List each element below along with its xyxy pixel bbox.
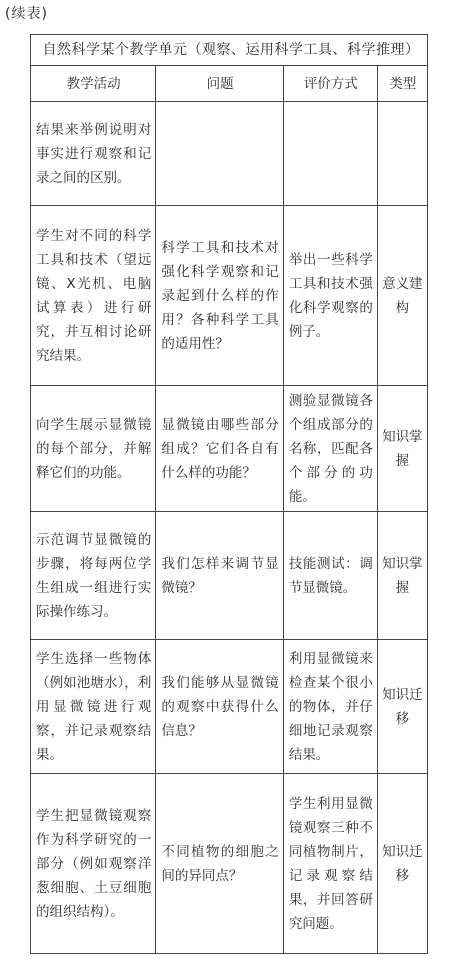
type-cell: 意义建构 xyxy=(377,206,427,386)
activity-cell: 学生对不同的科学工具和技术（望远镜、X光机、电脑试算表）进行研究，并互相讨论研究结果。 xyxy=(31,206,156,386)
question-cell: 科学工具和技术对强化科学观察和记录起到什么样的作用？各种科学工具的适用性？ xyxy=(156,206,283,386)
assessment-cell: 技能测试：调节显微镜。 xyxy=(283,512,377,640)
type-cell: 知识掌握 xyxy=(377,512,427,640)
table-row xyxy=(31,102,428,206)
header-question: 问题 xyxy=(156,66,283,102)
question-cell: 我们能够从显微镜的观察中获得什么信息？ xyxy=(156,640,283,774)
activity-cell: 向学生展示显微镜的每个部分，并解释它们的功能。 xyxy=(31,386,156,512)
assessment-cell: 测验显微镜各个组成部分的名称，匹配各个部分的功能。 xyxy=(283,386,377,512)
question-cell: 不同植物的细胞之间的异同点？ xyxy=(156,774,283,954)
table-row xyxy=(31,512,428,640)
question-cell: 显微镜由哪些部分组成？它们各自有什么样的功能？ xyxy=(156,386,283,512)
table-caption: 自然科学某个教学单元（观察、运用科学工具、科学推理） xyxy=(31,35,428,66)
table-row xyxy=(31,774,428,954)
type-cell xyxy=(377,102,427,206)
caption-row xyxy=(31,35,428,66)
type-cell: 知识掌握 xyxy=(377,386,427,512)
header-activity: 教学活动 xyxy=(31,66,156,102)
table-row xyxy=(31,386,428,512)
type-cell: 知识迁移 xyxy=(377,774,427,954)
question-cell xyxy=(156,102,283,206)
type-cell: 知识迁移 xyxy=(377,640,427,774)
teaching-unit-table xyxy=(30,34,428,954)
header-assessment: 评价方式 xyxy=(283,66,377,102)
table-row xyxy=(31,206,428,386)
activity-cell: 示范调节显微镜的步骤，将每两位学生组成一组进行实际操作练习。 xyxy=(31,512,156,640)
assessment-cell xyxy=(283,102,377,206)
activity-cell: 学生把显微镜观察作为科学研究的一部分（例如观察洋葱细胞、土豆细胞的组织结构）。 xyxy=(31,774,156,954)
activity-cell: 结果来举例说明对事实进行观察和记录之间的区别。 xyxy=(31,102,156,206)
question-cell: 我们怎样来调节显微镜？ xyxy=(156,512,283,640)
activity-cell: 学生选择一些物体（例如池塘水），利用显微镜进行观察，并记录观察结果。 xyxy=(31,640,156,774)
assessment-cell: 学生利用显微镜观察三种不同植物制片，记录观察结果，并回答研究问题。 xyxy=(283,774,377,954)
assessment-cell: 举出一些科学工具和技术强化科学观察的例子。 xyxy=(283,206,377,386)
continued-label: (续表) xyxy=(5,6,48,22)
header-row xyxy=(31,66,428,102)
header-type: 类型 xyxy=(377,66,427,102)
assessment-cell: 利用显微镜来检查某个很小的物体，并仔细地记录观察结果。 xyxy=(283,640,377,774)
table-row xyxy=(31,640,428,774)
